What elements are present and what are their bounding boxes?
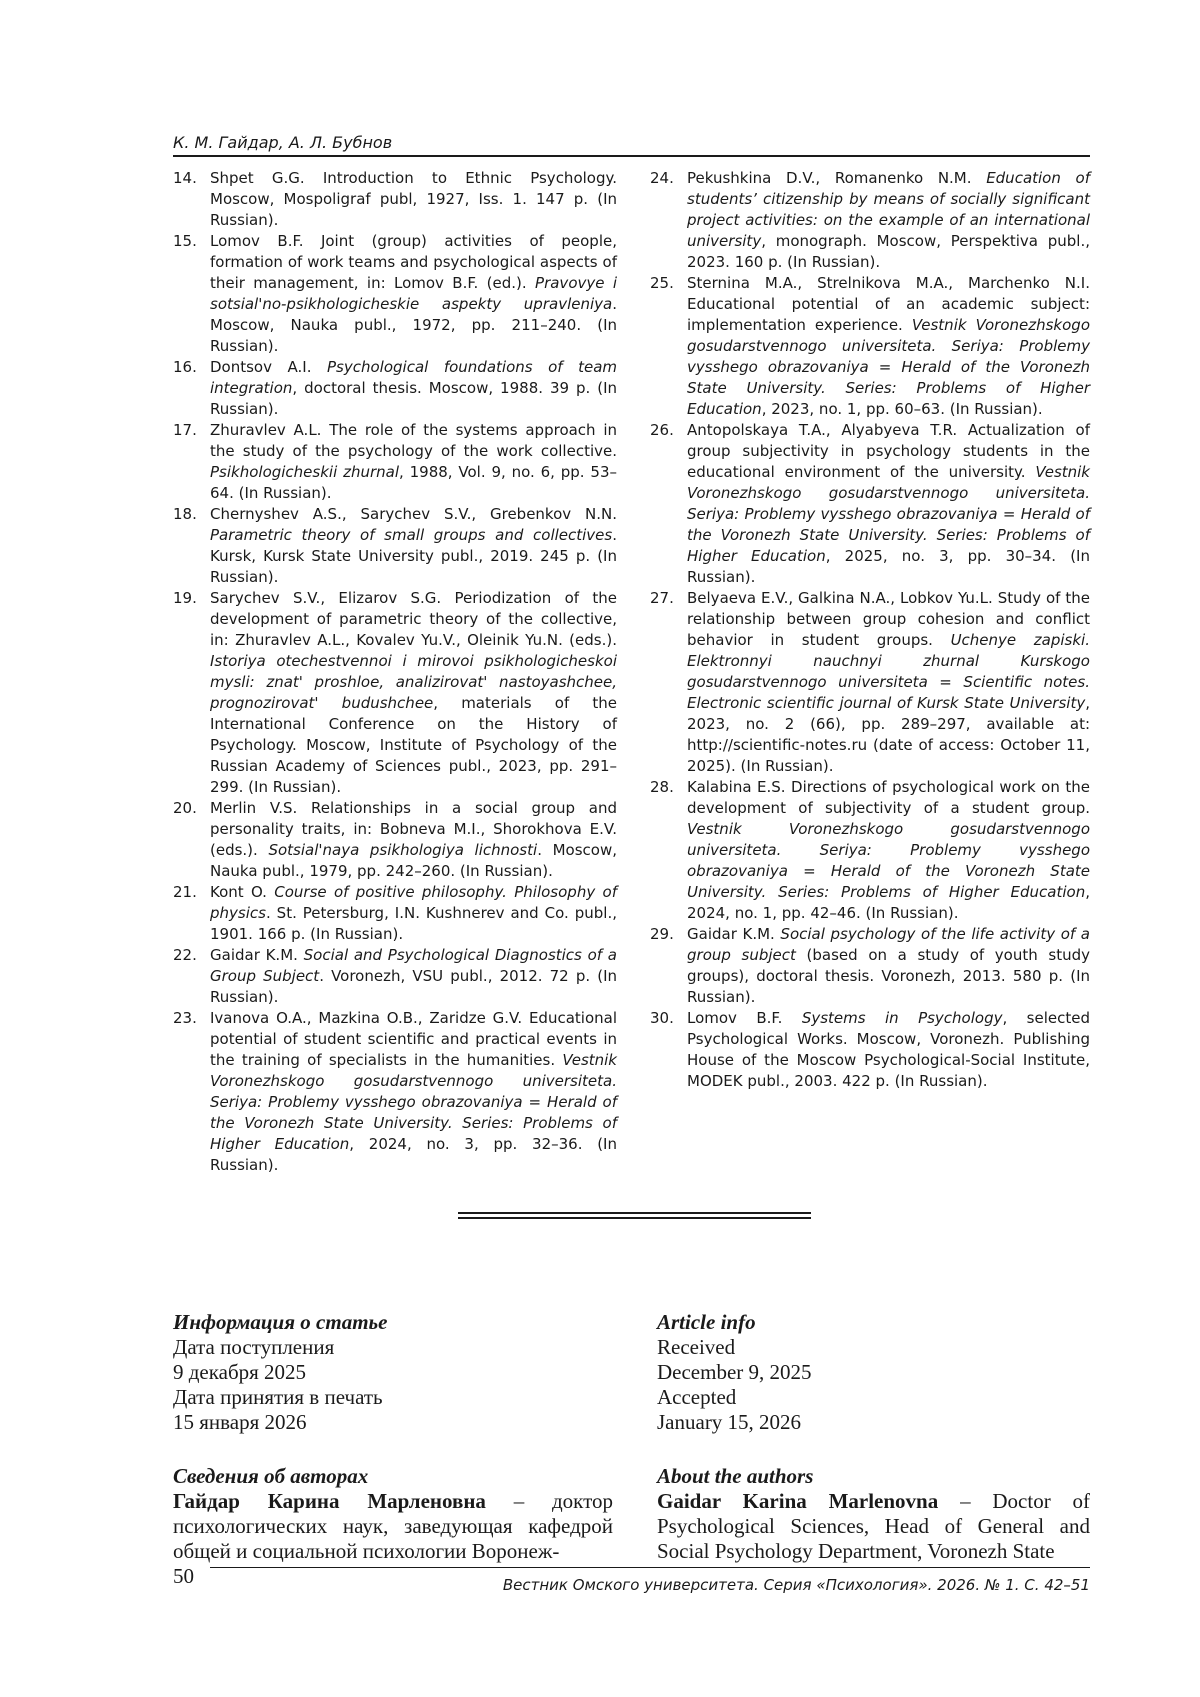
reference-text: Shpet G.G. Introduction to Ethnic Psychology. Moscow, Mospoligraf publ, 1927, Iss. 1. 147 p. (In Russian). bbox=[210, 169, 617, 229]
reference-italic-text: Psychological foundations of team integration bbox=[210, 358, 617, 397]
article-info-en bbox=[657, 1310, 1090, 1435]
reference-italic-text: Parametric theory of small groups and collectives bbox=[210, 526, 613, 544]
reference-item bbox=[173, 168, 617, 231]
footer-rule bbox=[210, 1567, 1090, 1568]
reference-italic-text: Psikhologicheskii zhurnal bbox=[210, 463, 400, 481]
reference-text: , 2024, no. 1, pp. 42–46. (In Russian). bbox=[687, 883, 1090, 922]
accepted-date-en: January 15, 2026 bbox=[657, 1410, 802, 1434]
reference-number: 17. bbox=[173, 421, 197, 439]
reference-number: 25. bbox=[650, 274, 674, 292]
reference-item bbox=[173, 357, 617, 420]
reference-item bbox=[173, 420, 617, 504]
reference-text: Gaidar K.M. bbox=[210, 946, 304, 964]
reference-text: . Voronezh, VSU publ., 2012. 72 p. (In Russian). bbox=[210, 967, 617, 1006]
reference-text: Kont O. bbox=[210, 883, 275, 901]
reference-text: Lomov B.F. Joint (group) activities of people, formation of work teams and psychological aspects of their management, in: Lomov B.F. (ed.). bbox=[210, 232, 617, 292]
author-name-en: Gaidar Karina Marlenovna bbox=[657, 1489, 939, 1513]
article-info-ru-heading: Информация о статье bbox=[173, 1310, 388, 1334]
reference-italic-text: Social psychology of the life activity of a group subject bbox=[687, 925, 1090, 964]
reference-item bbox=[650, 1008, 1090, 1092]
article-info-en-heading: Article info bbox=[657, 1310, 756, 1334]
reference-item bbox=[650, 924, 1090, 1008]
reference-text: , materials of the International Conference on the History of Psychology. Moscow, Institute of Psychology of the Russian Academy of Sciences publ., 2023, pp. 291–299. (In Russian). bbox=[210, 694, 617, 796]
reference-text: Zhuravlev A.L. The role of the systems approach in the study of the psychology of the work collective. bbox=[210, 421, 617, 460]
reference-number: 18. bbox=[173, 505, 197, 523]
author-name-ru: Гайдар Карина Марленовна bbox=[173, 1489, 486, 1513]
reference-italic-text: Uchenye zapiski. Elektronnyi nauchnyi zhurnal Kurskogo gosudarstvennogo universiteta = Scientific notes. Electronic scientific journal of Kursk State University bbox=[687, 631, 1090, 712]
received-label-en: Received bbox=[657, 1335, 736, 1359]
reference-number: 19. bbox=[173, 589, 197, 607]
reference-text: , doctoral thesis. Moscow, 1988. 39 p. (In Russian). bbox=[210, 379, 617, 418]
accepted-label-ru: Дата принятия в печать bbox=[173, 1385, 383, 1409]
reference-item bbox=[650, 420, 1090, 588]
reference-number: 29. bbox=[650, 925, 674, 943]
reference-text: , 2023, no. 1, pp. 60–63. (In Russian). bbox=[761, 400, 1043, 418]
reference-italic-text: Istoriya otechestvennoi i mirovoi psikhologicheskoi mysli: znat' proshloe, analizirovat' nastoyashchee, prognozirovat' budushchee bbox=[210, 652, 617, 712]
references-left-column bbox=[173, 168, 617, 1176]
reference-italic-text: Course of positive philosophy. Philosophy of physics bbox=[210, 883, 617, 922]
header-rule bbox=[173, 155, 1090, 157]
reference-italic-text: Vestnik Voronezhskogo gosudarstvennogo universiteta. Seriya: Problemy vysshego obrazovaniya = Herald of the Voronezh State University. Series: Problems of Higher Education bbox=[687, 463, 1090, 565]
reference-item bbox=[650, 273, 1090, 420]
reference-text: Sternina M.A., Strelnikova M.A., Marchenko N.I. Educational potential of an academic subject: implementation experience. bbox=[687, 274, 1090, 334]
running-head-authors: К. М. Гайдар, А. Л. Бубнов bbox=[173, 133, 393, 152]
reference-italic-text: Pravovye i sotsial'no-psikhologicheskie aspekty upravleniya bbox=[210, 274, 617, 313]
separator-rule-bottom bbox=[458, 1217, 811, 1219]
reference-italic-text: Sotsial'naya psikhologiya lichnosti bbox=[268, 841, 538, 859]
reference-text: . Kursk, Kursk State University publ., 2019. 245 p. (In Russian). bbox=[210, 526, 617, 586]
reference-item bbox=[173, 798, 617, 882]
reference-italic-text: Vestnik Voronezhskogo gosudarstvennogo universiteta. Seriya: Problemy vysshego obrazovaniya = Herald of the Voronezh State University. Series: Problems of Higher Education bbox=[687, 316, 1090, 418]
reference-number: 14. bbox=[173, 169, 197, 187]
reference-text: . St. Petersburg, I.N. Kushnerev and Co. publ., 1901. 166 p. (In Russian). bbox=[210, 904, 617, 943]
accepted-label-en: Accepted bbox=[657, 1385, 737, 1409]
reference-number: 15. bbox=[173, 232, 197, 250]
reference-text: Chernyshev A.S., Sarychev S.V., Grebenkov N.N. bbox=[210, 505, 617, 523]
reference-item bbox=[650, 777, 1090, 924]
accepted-date-ru: 15 января 2026 bbox=[173, 1410, 307, 1434]
reference-number: 27. bbox=[650, 589, 674, 607]
received-date-en: December 9, 2025 bbox=[657, 1360, 812, 1384]
separator-rule-top bbox=[458, 1212, 811, 1214]
reference-number: 20. bbox=[173, 799, 197, 817]
authors-en-heading: About the authors bbox=[657, 1464, 814, 1488]
reference-number: 28. bbox=[650, 778, 674, 796]
reference-number: 26. bbox=[650, 421, 674, 439]
reference-text: Ivanova O.A., Mazkina O.B., Zaridze G.V. Educational potential of student scientific and practical events in the training of specialists in the humanities. bbox=[210, 1009, 617, 1069]
reference-item bbox=[173, 231, 617, 357]
reference-text: Pekushkina D.V., Romanenko N.M. bbox=[687, 169, 987, 187]
reference-text: , 1988, Vol. 9, no. 6, pp. 53–64. (In Russian). bbox=[210, 463, 617, 502]
reference-item bbox=[173, 882, 617, 945]
reference-italic-text: Vestnik Voronezhskogo gosudarstvennogo universiteta. Seriya: Problemy vysshego obrazovaniya = Herald of the Voronezh State University. Series: Problems of Higher Education bbox=[687, 820, 1090, 901]
reference-number: 22. bbox=[173, 946, 197, 964]
author-bio-ru bbox=[173, 1489, 613, 1564]
reference-text: , monograph. Moscow, Perspektiva publ., 2023. 160 p. (In Russian). bbox=[687, 232, 1090, 271]
reference-text: Dontsov A.I. bbox=[210, 358, 327, 376]
reference-text: , 2025, no. 3, pp. 30–34. (In Russian). bbox=[687, 547, 1090, 586]
reference-item bbox=[173, 1008, 617, 1176]
reference-text: , 2023, no. 2 (66), pp. 289–297, available at: http://scientific-notes.ru (date of access: October 11, 2025). (In Russian). bbox=[687, 694, 1090, 775]
author-bio-en bbox=[657, 1489, 1090, 1564]
author-description-en: – Doctor of Psychological Sciences, Head of General and Social Psychology Department, Voronezh State bbox=[657, 1489, 1090, 1563]
reference-text: Antopolskaya T.A., Alyabyeva T.R. Actualization of group subjectivity in psychology students in the educational environment of the university. bbox=[687, 421, 1090, 481]
reference-text: . Moscow, Nauka publ., 1979, pp. 242–260. (In Russian). bbox=[210, 841, 617, 880]
authors-ru bbox=[173, 1464, 613, 1564]
reference-number: 23. bbox=[173, 1009, 197, 1027]
reference-text: . Moscow, Nauka publ., 1972, pp. 211–240. (In Russian). bbox=[210, 295, 617, 355]
reference-text: Belyaeva E.V., Galkina N.A., Lobkov Yu.L. Study of the relationship between group cohesion and conflict behavior in student groups. bbox=[687, 589, 1090, 649]
reference-italic-text: Systems in Psychology bbox=[801, 1009, 1003, 1027]
reference-item bbox=[173, 504, 617, 588]
received-label-ru: Дата поступления bbox=[173, 1335, 335, 1359]
journal-citation: Вестник Омского университета. Серия «Психология». 2026. № 1. С. 42–51 bbox=[502, 1576, 1090, 1594]
reference-item bbox=[650, 168, 1090, 273]
reference-text: (based on a study of youth study groups), doctoral thesis. Voronezh, 2013. 580 p. (In Russian). bbox=[687, 946, 1090, 1006]
reference-text: Merlin V.S. Relationships in a social group and personality traits, in: Bobneva M.I., Shorokhova E.V. (eds.). bbox=[210, 799, 617, 859]
reference-item bbox=[650, 588, 1090, 777]
page-number: 50 bbox=[173, 1564, 194, 1588]
reference-item bbox=[173, 588, 617, 798]
reference-text: Kalabina E.S. Directions of psychological work on the development of subjectivity of a student group. bbox=[687, 778, 1090, 817]
authors-ru-heading: Сведения об авторах bbox=[173, 1464, 369, 1488]
reference-item bbox=[173, 945, 617, 1008]
reference-text: , selected Psychological Works. Moscow, Voronezh. Publishing House of the Moscow Psychological-Social Institute, MODEK publ., 2003. 422 p. (In Russian). bbox=[687, 1009, 1090, 1090]
reference-number: 16. bbox=[173, 358, 197, 376]
reference-text: Sarychev S.V., Elizarov S.G. Periodization of the development of parametric theory of the collective, in: Zhuravlev A.L., Kovalev Yu.V., Oleinik Yu.N. (eds.). bbox=[210, 589, 617, 649]
reference-italic-text: Social and Psychological Diagnostics of a Group Subject bbox=[210, 946, 617, 985]
reference-italic-text: Education of students’ citizenship by means of socially significant project activities: on the example of an international university bbox=[687, 169, 1090, 250]
references-right-column bbox=[650, 168, 1090, 1092]
reference-number: 30. bbox=[650, 1009, 674, 1027]
authors-en bbox=[657, 1464, 1090, 1564]
author-description-ru: – доктор психологических наук, заведующая кафедрой общей и социальной психологии Воронеж- bbox=[173, 1489, 614, 1563]
reference-number: 21. bbox=[173, 883, 197, 901]
received-date-ru: 9 декабря 2025 bbox=[173, 1360, 307, 1384]
reference-text: Lomov B.F. bbox=[687, 1009, 802, 1027]
reference-italic-text: Vestnik Voronezhskogo gosudarstvennogo universiteta. Seriya: Problemy vysshego obrazovaniya = Herald of the Voronezh State University. Series: Problems of Higher Education bbox=[210, 1051, 617, 1153]
article-info-ru bbox=[173, 1310, 613, 1435]
reference-number: 24. bbox=[650, 169, 674, 187]
reference-text: , 2024, no. 3, pp. 32–36. (In Russian). bbox=[210, 1135, 617, 1174]
reference-text: Gaidar K.M. bbox=[687, 925, 781, 943]
